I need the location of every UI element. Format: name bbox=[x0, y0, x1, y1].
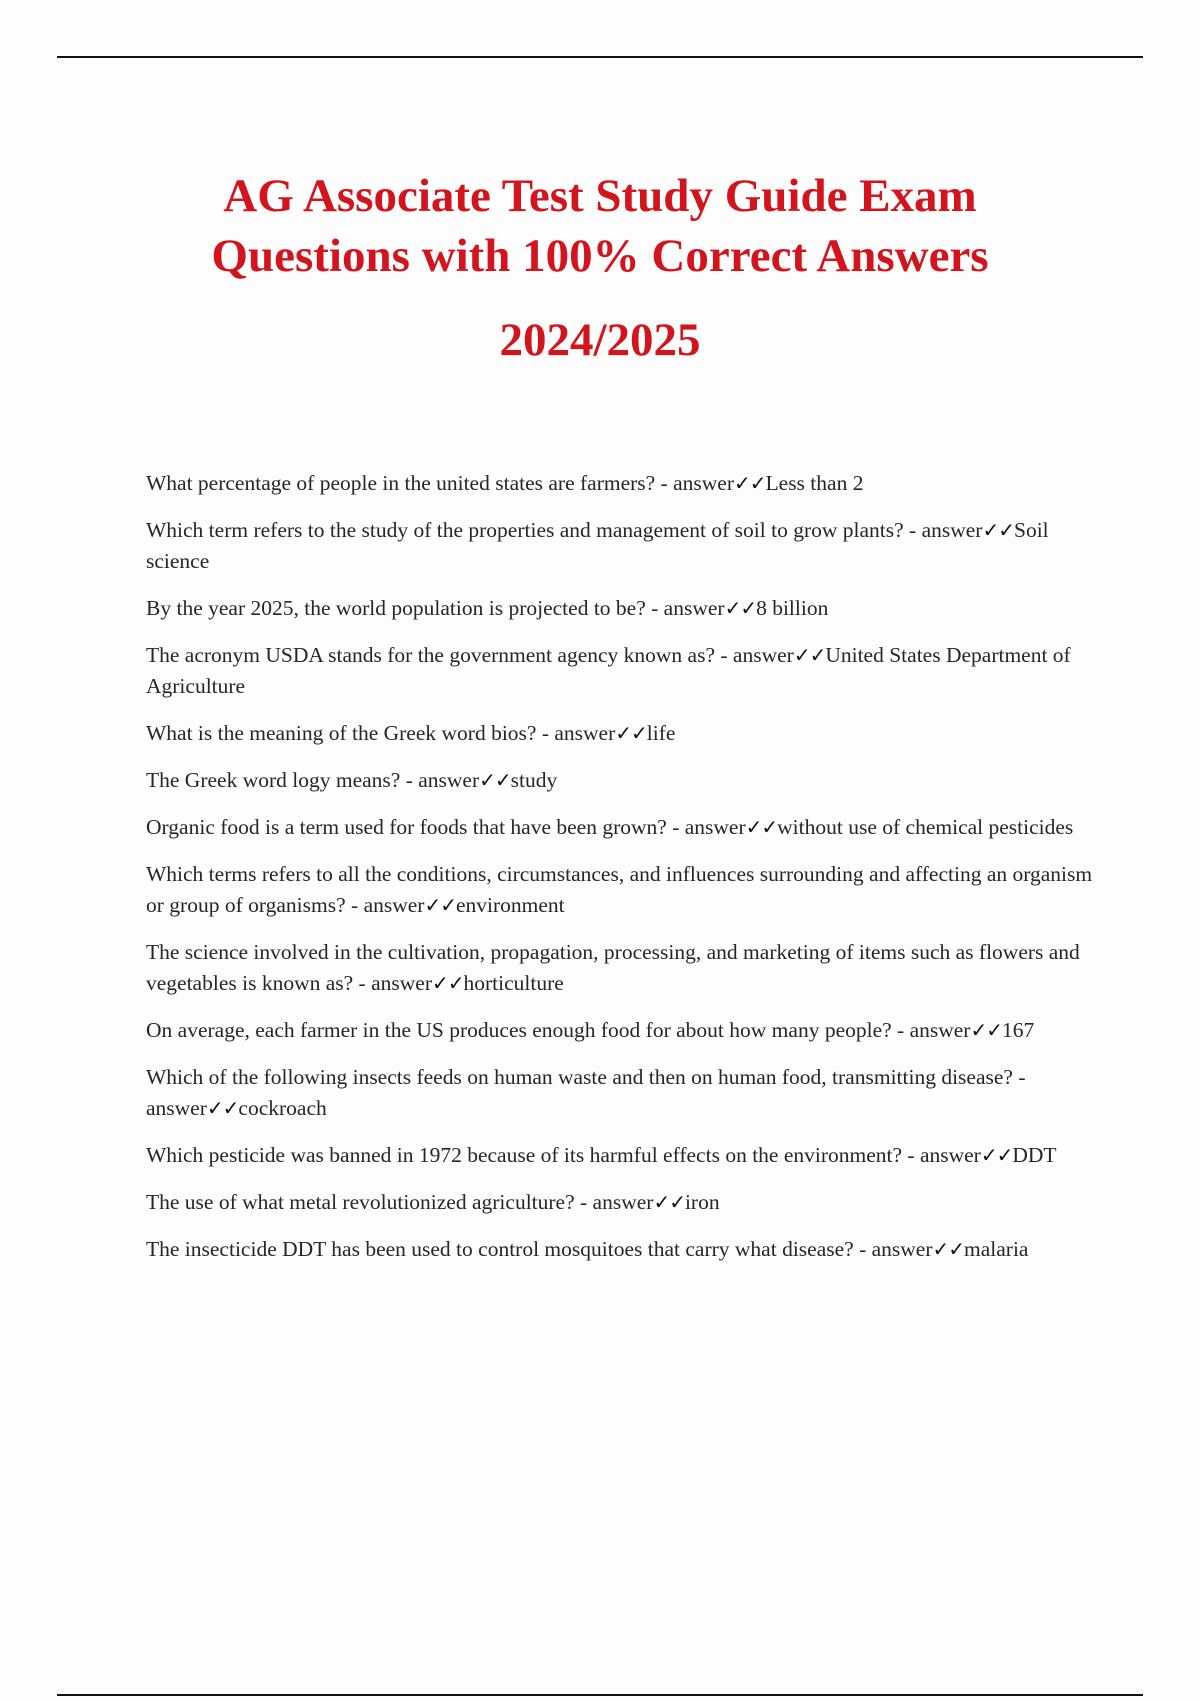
qa-item bbox=[146, 515, 1096, 577]
title-line-1: AG Associate Test Study Guide Exam bbox=[223, 170, 977, 222]
answer-marker: answer bbox=[684, 815, 746, 839]
answer-text: horticulture bbox=[463, 971, 564, 995]
double-check-icon: ✓✓ bbox=[615, 721, 647, 745]
question-text: Which of the following insects feeds on human waste and then on human food, transmitting disease? - bbox=[146, 1065, 1026, 1089]
answer-text: life bbox=[646, 721, 676, 745]
qa-item bbox=[146, 1140, 1096, 1171]
double-check-icon: ✓✓ bbox=[793, 643, 826, 667]
double-check-icon: ✓✓ bbox=[932, 1237, 965, 1261]
answer-marker: answer bbox=[871, 1237, 933, 1261]
double-check-icon: ✓✓ bbox=[982, 518, 1014, 542]
answer-marker: answer bbox=[909, 1018, 971, 1042]
answer-text: malaria bbox=[964, 1237, 1029, 1261]
qa-item bbox=[146, 765, 1096, 796]
document-title bbox=[100, 166, 1100, 370]
question-text: Which terms refers to all the conditions, circumstances, and influences surrounding and affecting an organism or group of organisms? - bbox=[146, 862, 1093, 917]
double-check-icon: ✓✓ bbox=[479, 768, 511, 792]
answer-text: 8 billion bbox=[756, 596, 829, 620]
double-check-icon: ✓✓ bbox=[745, 815, 778, 839]
answer-text: iron bbox=[684, 1190, 720, 1214]
question-text: The science involved in the cultivation, propagation, processing, and marketing of items such as flowers and vegetables is known as? - bbox=[146, 940, 1080, 995]
double-check-icon: ✓✓ bbox=[653, 1190, 685, 1214]
answer-marker: answer bbox=[592, 1190, 654, 1214]
qa-item bbox=[146, 468, 1096, 499]
question-text: By the year 2025, the world population is projected to be? - bbox=[146, 596, 664, 620]
answer-marker: answer bbox=[921, 518, 983, 542]
answer-marker: answer bbox=[732, 643, 794, 667]
qa-item bbox=[146, 1015, 1096, 1046]
qa-item bbox=[146, 1062, 1096, 1124]
question-text: The insecticide DDT has been used to control mosquitoes that carry what disease? - bbox=[146, 1237, 872, 1261]
double-check-icon: ✓✓ bbox=[980, 1143, 1013, 1167]
bottom-divider bbox=[57, 1694, 1143, 1696]
answer-text: United States Department of Agriculture bbox=[146, 643, 1071, 698]
answer-marker: answer bbox=[146, 1096, 207, 1120]
answer-text: study bbox=[510, 768, 558, 792]
answer-text: DDT bbox=[1012, 1143, 1057, 1167]
qa-item bbox=[146, 1234, 1096, 1265]
question-text: The use of what metal revolutionized agriculture? - bbox=[146, 1190, 593, 1214]
double-check-icon: ✓✓ bbox=[734, 471, 766, 495]
answer-marker: answer bbox=[919, 1143, 981, 1167]
double-check-icon: ✓✓ bbox=[424, 893, 456, 917]
qa-item bbox=[146, 812, 1096, 843]
question-text: What is the meaning of the Greek word bios? - bbox=[146, 721, 555, 745]
qa-item bbox=[146, 718, 1096, 749]
answer-marker: answer bbox=[371, 971, 432, 995]
qa-item bbox=[146, 1187, 1096, 1218]
answer-marker: answer bbox=[363, 893, 425, 917]
question-answer-list bbox=[146, 468, 1096, 1281]
qa-item bbox=[146, 593, 1096, 624]
question-text: The acronym USDA stands for the government agency known as? - bbox=[146, 643, 733, 667]
answer-marker: answer bbox=[418, 768, 480, 792]
question-text: Which term refers to the study of the properties and management of soil to grow plants? - bbox=[146, 518, 922, 542]
question-text: Organic food is a term used for foods that have been grown? - bbox=[146, 815, 685, 839]
answer-text: environment bbox=[455, 893, 565, 917]
answer-text: cockroach bbox=[238, 1096, 327, 1120]
answer-marker: answer bbox=[673, 471, 734, 495]
answer-marker: answer bbox=[663, 596, 725, 620]
title-year: 2024/2025 bbox=[499, 314, 701, 366]
question-text: What percentage of people in the united states are farmers? - bbox=[146, 471, 674, 495]
answer-text: 167 bbox=[1001, 1018, 1035, 1042]
top-divider bbox=[57, 56, 1143, 58]
question-text: Which pesticide was banned in 1972 because of its harmful effects on the environment? - bbox=[146, 1143, 920, 1167]
qa-item bbox=[146, 640, 1096, 702]
double-check-icon: ✓✓ bbox=[206, 1096, 239, 1120]
double-check-icon: ✓✓ bbox=[431, 971, 464, 995]
answer-text: Less than 2 bbox=[765, 471, 864, 495]
answer-marker: answer bbox=[554, 721, 616, 745]
question-text: On average, each farmer in the US produces enough food for about how many people? - bbox=[146, 1018, 910, 1042]
answer-text: Soil science bbox=[146, 518, 1049, 573]
question-text: The Greek word logy means? - bbox=[146, 768, 419, 792]
qa-item bbox=[146, 937, 1096, 999]
double-check-icon: ✓✓ bbox=[724, 596, 757, 620]
answer-text: without use of chemical pesticides bbox=[777, 815, 1074, 839]
qa-item bbox=[146, 859, 1096, 921]
title-line-2: Questions with 100% Correct Answers bbox=[211, 230, 989, 282]
double-check-icon: ✓✓ bbox=[970, 1018, 1002, 1042]
